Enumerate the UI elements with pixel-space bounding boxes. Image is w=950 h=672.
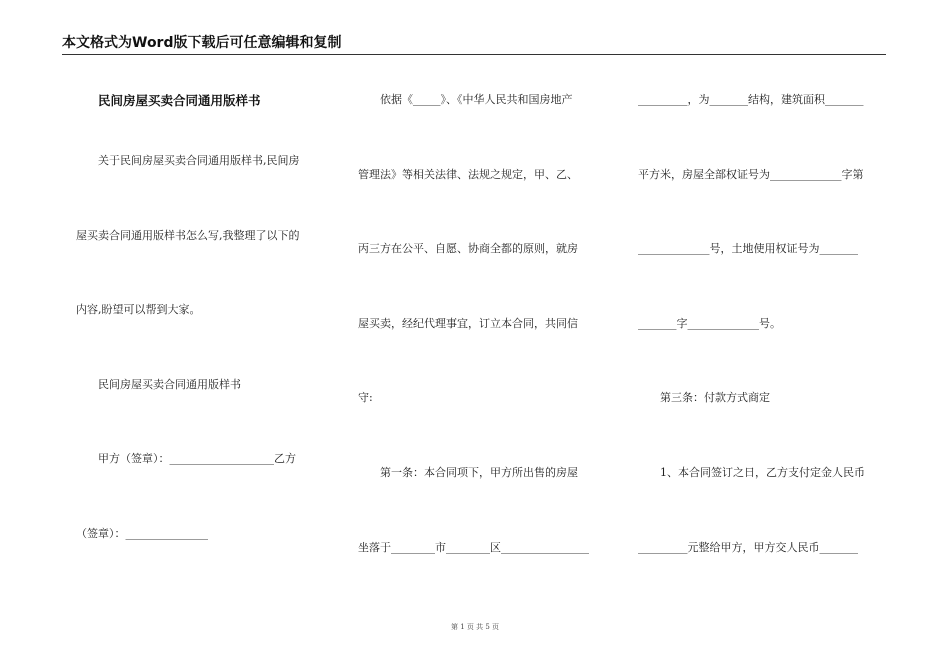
paragraph-line: 平方米，房屋全部权证号为_____________字第	[638, 168, 864, 181]
paragraph-line: _________，为_______结构，建筑面积_______	[638, 93, 864, 106]
paragraph-line: 甲方（签章）：___________________乙方	[98, 452, 296, 465]
page-number: 第 1 页 共 5 页	[450, 623, 500, 631]
paragraph-line: 第一条：本合同项下，甲方所出售的房屋	[380, 466, 578, 479]
text-column-2	[358, 0, 608, 672]
text-column-3	[638, 0, 888, 672]
paragraph-line: 屋买卖合同通用版样书怎么写,我整理了以下的	[76, 229, 300, 242]
paragraph-line: 守:	[358, 391, 373, 404]
paragraph-line: 民间房屋买卖合同通用版样书	[98, 378, 241, 391]
text-column-1	[76, 0, 326, 672]
paragraph-line: 屋买卖，经纪代理事宜，订立本合同，共同信	[358, 317, 578, 330]
paragraph-line: _________元整给甲方，甲方交人民币_______	[638, 541, 858, 554]
paragraph-line: _______字_____________号。	[638, 317, 781, 330]
header-text: 本文格式为Word版下载后可任意编辑和复制	[62, 35, 342, 51]
paragraph-line: 1、本合同签订之日，乙方支付定金人民币	[660, 466, 865, 479]
paragraph-line: _____________号，土地使用权证号为_______	[638, 242, 858, 255]
paragraph-line: 坐落于________市________区________________	[358, 541, 589, 554]
paragraph-line: 关于民间房屋买卖合同通用版样书,民间房	[98, 154, 300, 167]
paragraph-line: 内容,盼望可以帮到大家。	[76, 303, 201, 316]
paragraph-line: （签章）：_______________	[76, 527, 208, 540]
paragraph-line: 丙三方在公平、自愿、协商全都的原则，就房	[358, 242, 578, 255]
paragraph-line: 第三条：付款方式商定	[660, 391, 770, 404]
document-title: 民间房屋买卖合同通用版样书	[98, 93, 261, 108]
paragraph-line: 管理法》等相关法律、法规之规定，甲、乙、	[358, 168, 578, 181]
paragraph-line: 依据《_____》、《中华人民共和国房地产	[380, 93, 573, 106]
